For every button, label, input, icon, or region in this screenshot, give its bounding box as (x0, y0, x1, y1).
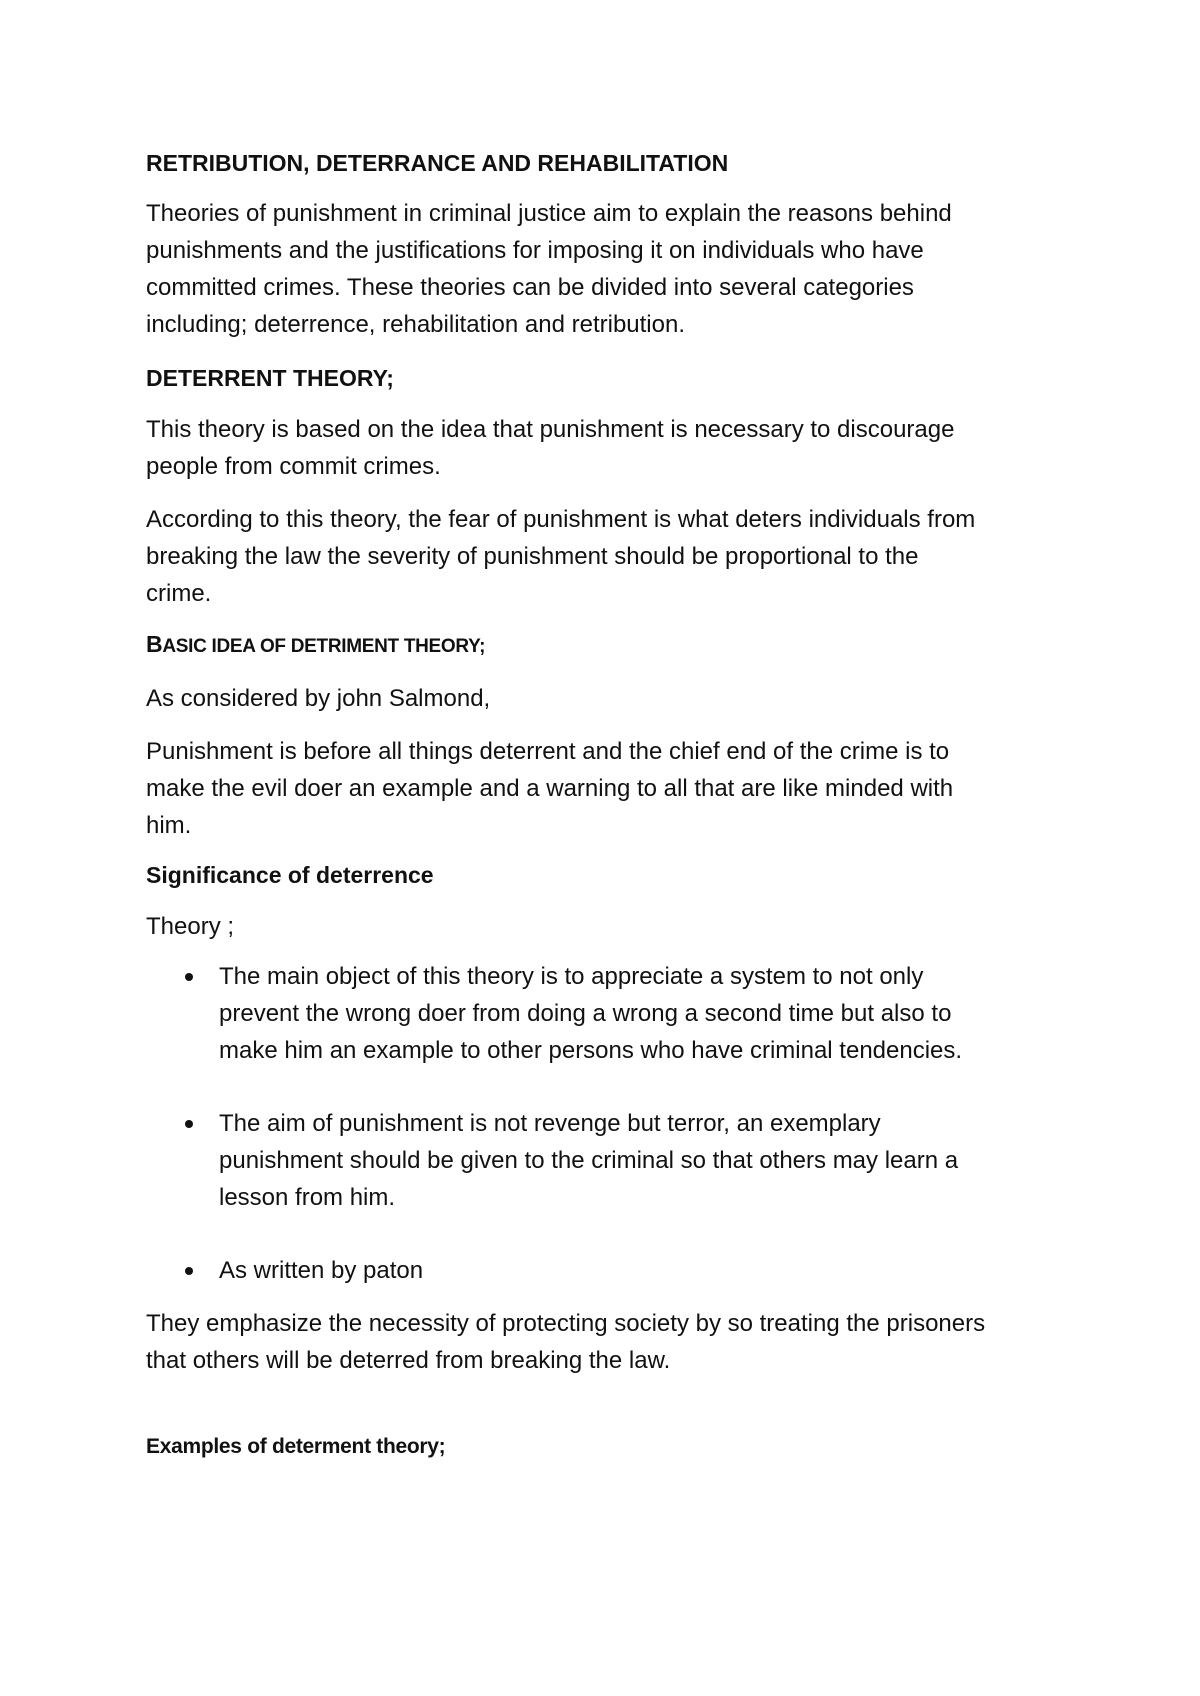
intro-line: Theories of punishment in criminal justice aim to explain the reasons behind (146, 200, 952, 227)
deterrent-paragraph-2 (146, 501, 1066, 612)
paragraph-line: They emphasize the necessity of protecting society by so treating the prisoners (146, 1310, 986, 1337)
paragraph-line: him. (146, 812, 192, 839)
intro-paragraph (146, 195, 1066, 343)
paragraph-line: make the evil doer an example and a warning to all that are like minded with (146, 775, 954, 802)
list-item (146, 958, 1066, 1069)
list-item-line: prevent the wrong doer from doing a wrong a second time but also to (219, 1000, 952, 1027)
intro-line: committed crimes. These theories can be divided into several categories (146, 274, 914, 301)
basic-idea-heading-rest: ASIC IDEA OF DETRIMENT THEORY; (162, 636, 486, 657)
intro-line: including; deterrence, rehabilitation and retribution. (146, 311, 686, 338)
basic-idea-heading (146, 629, 1066, 662)
list-item (146, 1252, 1066, 1289)
document-title: RETRIBUTION, DETERRANCE AND REHABILITATION (146, 150, 729, 176)
paton-quote (146, 1305, 1066, 1379)
examples-heading: Examples of determent theory; (146, 1435, 446, 1458)
list-item-line: lesson from him. (219, 1184, 396, 1211)
theory-line: Theory ; (146, 913, 235, 940)
list-item-line: The main object of this theory is to appreciate a system to not only (219, 963, 924, 990)
paragraph-line: people from commit crimes. (146, 453, 441, 480)
list-item-line: As written by paton (219, 1257, 424, 1284)
bullet-icon (185, 1267, 193, 1275)
paragraph-line: According to this theory, the fear of punishment is what deters individuals from (146, 506, 976, 533)
list-item-line: The aim of punishment is not revenge but terror, an exemplary (219, 1110, 881, 1137)
significance-heading: Significance of deterrence (146, 862, 434, 888)
paragraph-line: that others will be deterred from breaking the law. (146, 1347, 671, 1374)
list-item-line: make him an example to other persons who have criminal tendencies. (219, 1037, 963, 1064)
basic-idea-heading-cap: B (146, 631, 163, 657)
paragraph-line: breaking the law the severity of punishment should be proportional to the (146, 543, 919, 570)
salmond-attribution: As considered by john Salmond, (146, 685, 491, 712)
deterrent-theory-heading: DETERRENT THEORY; (146, 365, 394, 391)
list-item (146, 1105, 1066, 1216)
salmond-quote (146, 733, 1066, 844)
bullet-icon (185, 1120, 193, 1128)
document-body (146, 148, 1066, 1462)
paragraph-line: This theory is based on the idea that punishment is necessary to discourage (146, 416, 955, 443)
list-item-line: punishment should be given to the criminal so that others may learn a (219, 1147, 959, 1174)
intro-line: punishments and the justifications for imposing it on individuals who have (146, 237, 924, 264)
paragraph-line: Punishment is before all things deterrent and the chief end of the crime is to (146, 738, 950, 765)
deterrent-paragraph-1 (146, 411, 1066, 485)
paragraph-line: crime. (146, 580, 212, 607)
significance-bullets (146, 958, 1066, 1289)
bullet-icon (185, 973, 193, 981)
